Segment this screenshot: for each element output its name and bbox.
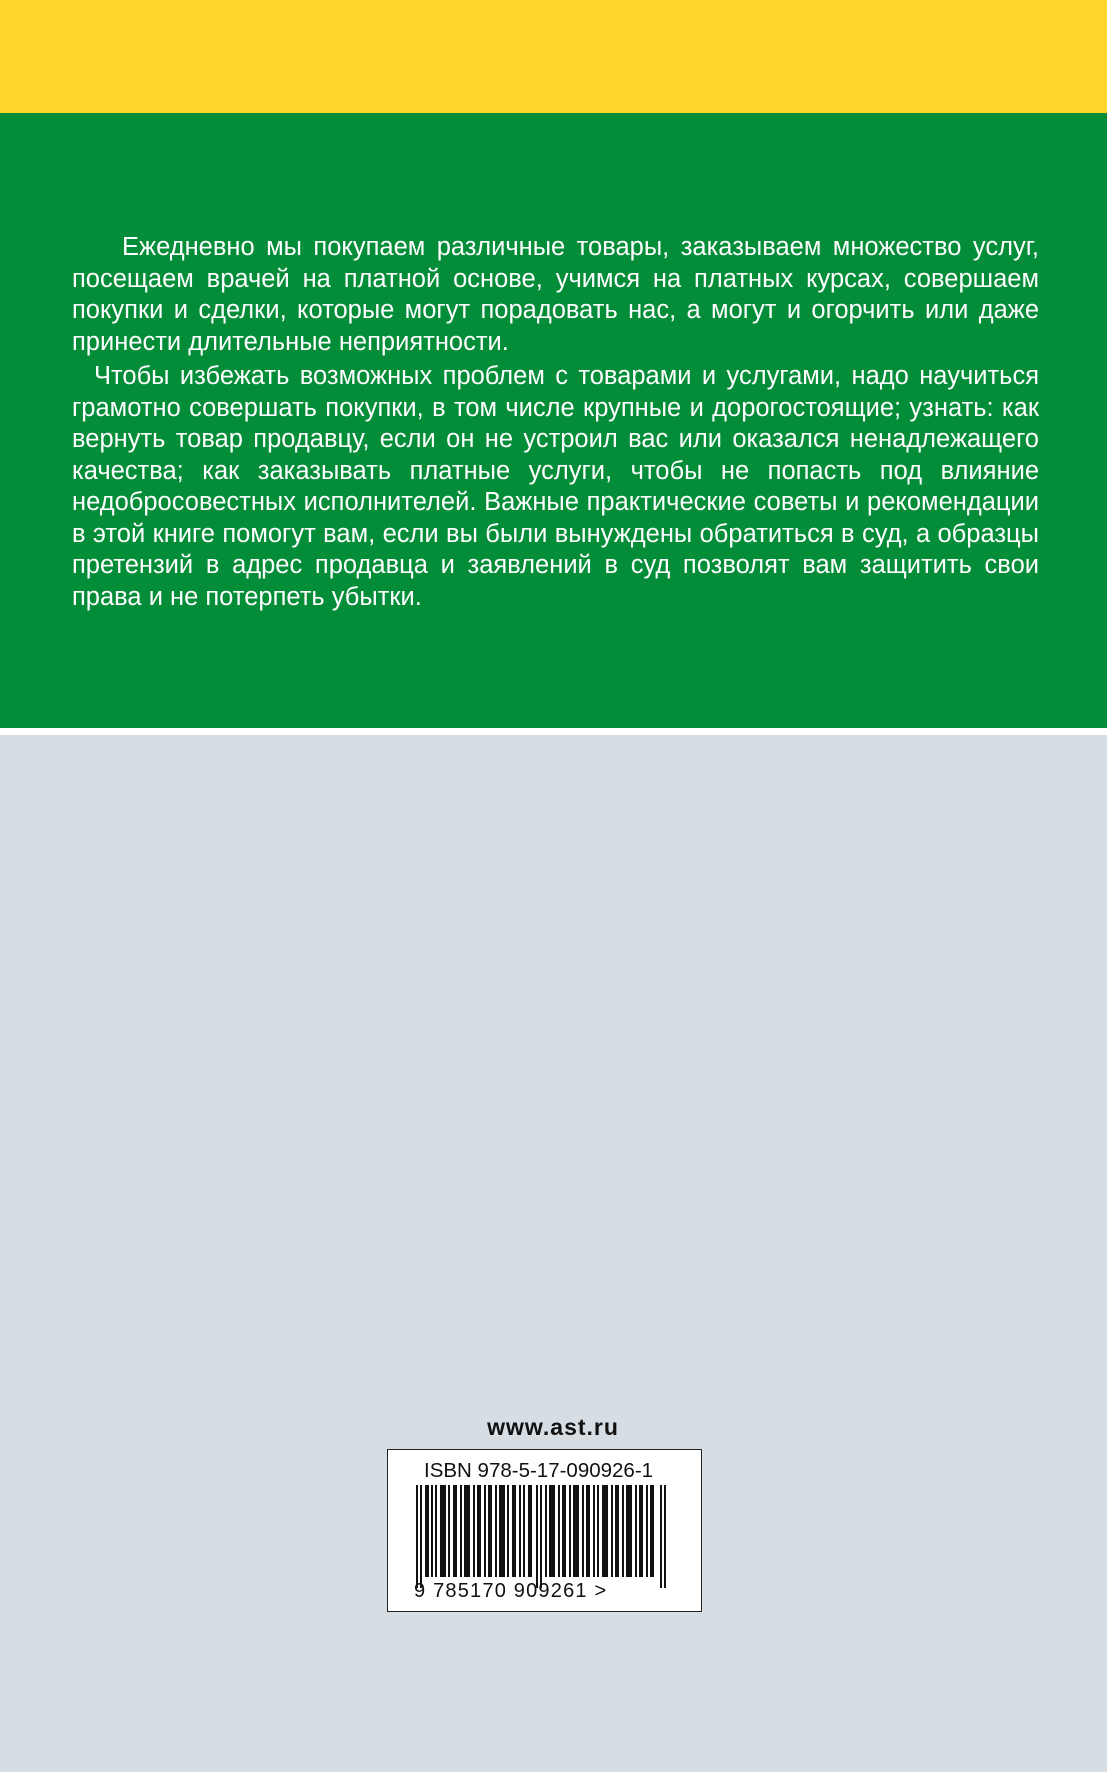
- ean-digits: 9 785170 909261 >: [414, 1580, 608, 1602]
- top-yellow-band: [0, 0, 1107, 113]
- publisher-website: www.ast.ru: [487, 1414, 619, 1440]
- annotation-paragraph-2: Чтобы избежать возможных проблем с товарами и услугами, надо научиться грамотно совершать покупки, в том числе крупные и дорогостоящие; узнать: как вернуть товар продавцу, если он не устроил вас или оказался ненадлежащего качества; как заказывать платные услуги, чтобы не попасть под влияние недобросовестных исполнителей. Важные практические советы и рекомендации в этой книге помогут вам, если вы были вынуждены обратиться в суд, а образцы претензий в адрес продавца и заявлений в суд позволят вам защитить свои права и не потерпеть убытки.: [72, 362, 1039, 611]
- bottom-panel: [0, 735, 1107, 1772]
- panel-divider: [0, 728, 1107, 735]
- barcode-icon: [416, 1485, 668, 1588]
- book-annotation: [72, 232, 1039, 613]
- isbn-barcode-block: [387, 1449, 702, 1612]
- annotation-paragraph-1: Ежедневно мы покупаем различные товары, заказываем множество услуг, посещаем врачей на платной основе, учимся на платных курсах, совершаем покупки и сделки, которые могут порадовать нас, а могут и огорчить или даже принести длительные неприятности.: [72, 233, 1039, 356]
- isbn-label: ISBN 978-5-17-090926-1: [424, 1459, 654, 1482]
